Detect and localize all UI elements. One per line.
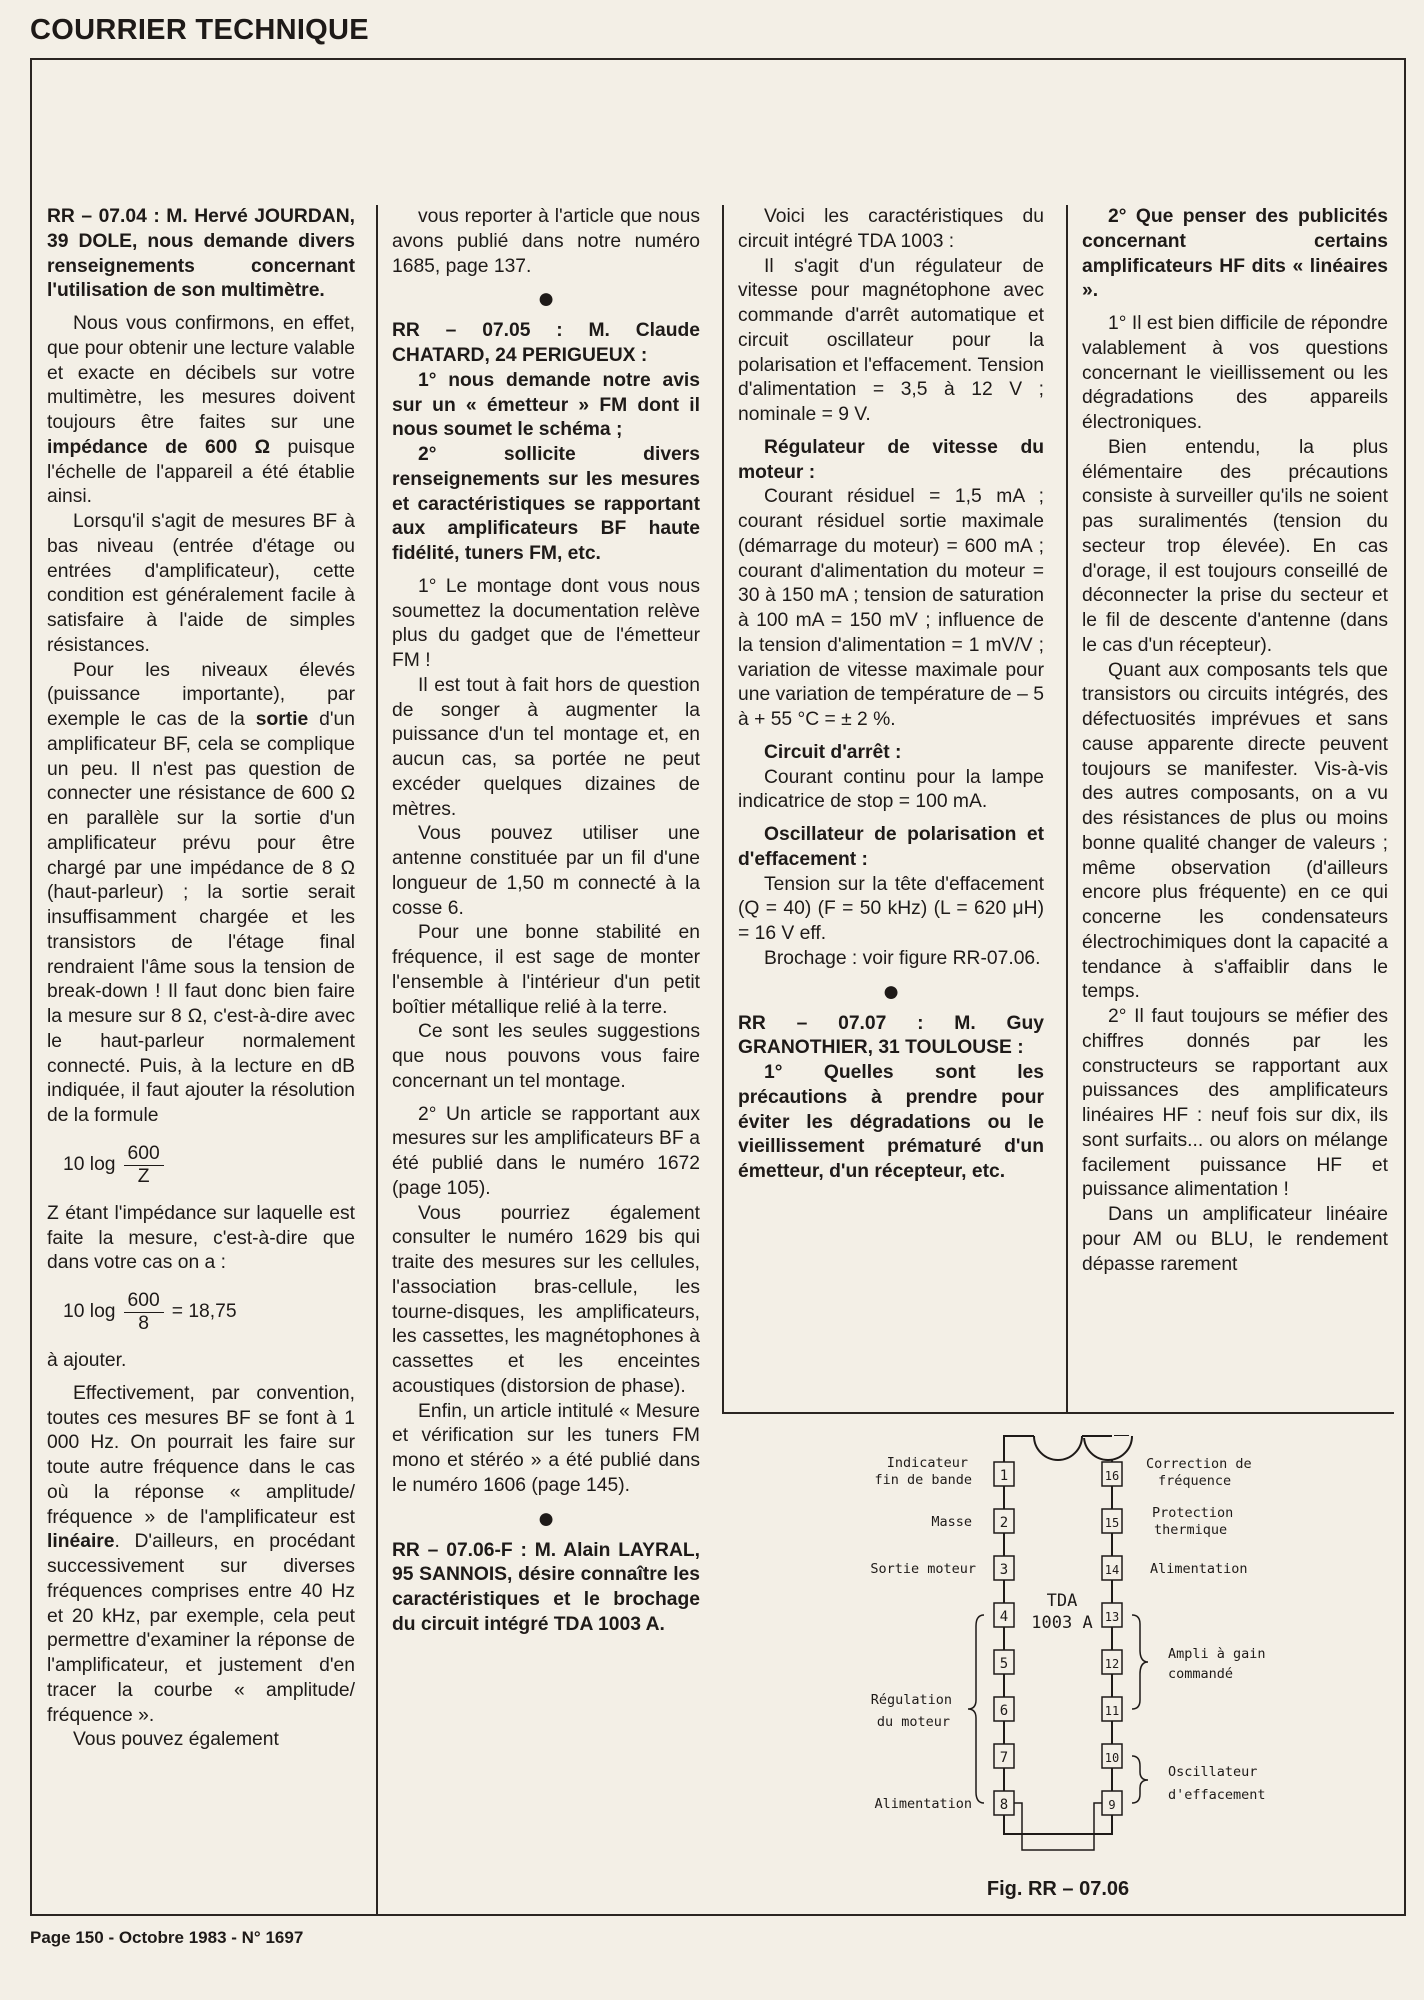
column-separator [376, 205, 378, 1916]
pin-number: 12 [1104, 1657, 1120, 1671]
letter-heading-07-05: RR – 07.05 : M. Claude CHATARD, 24 PERIGUEUX : [392, 320, 700, 366]
pin-number: 5 [999, 1656, 1009, 1672]
column-1 [47, 205, 355, 1753]
question: 1° nous demande notre avis sur un « émetteur » FM dont il nous soumet le schéma ; [392, 369, 700, 441]
right-brace-osc [1132, 1756, 1148, 1803]
paragraph: Effectivement, par convention, toutes ces mesures BF se font à 1 000 Hz. On pourrait les faire sur toute autre fréquence dans le cas où la réponse « amplitude/ fréquence » de l'amplificateur est linéaire. D'ailleurs, en procédant successivement sur diverses fréquences comprises entre 40 Hz et 20 kHz, par exemple, cela peut permettre d'examiner la réponse de l'amplificateur, et justement d'en tracer la courbe « amplitude/ fréquence ». [47, 1382, 355, 1726]
paragraph: Vous pourriez également consulter le numéro 1629 bis qui traite des mesures sur les cellules, l'association bras-cellule, les tourne-disques, les amplificateurs, les cassettes, les magnétophones à cassettes et les enceintes acoustiques (distorsion de phase). [392, 1202, 700, 1397]
subheading: Circuit d'arrêt : [764, 741, 902, 763]
question: 2° sollicite divers renseignements sur les mesures et caractéristiques se rapportant aux amplificateurs BF haute fidélité, tuners FM, etc. [392, 444, 700, 564]
label-ampli-gain: Ampli à gain [1168, 1646, 1266, 1662]
paragraph: Bien entendu, la plus élémentaire des précautions consiste à surveiller qu'ils ne soient pas suralimentés (tension du secteur trop élevée). En cas d'orage, il est toujours conseillé de déconnecter la prise du secteur et le fil de descente d'antenne (dans le cas d'un récepteur). [1082, 436, 1388, 656]
paragraph: Vous pouvez utiliser une antenne constituée par un fil d'une longueur de 1,50 m connecté à la cosse 6. [392, 823, 700, 919]
label-indicateur: Indicateur [886, 1455, 968, 1471]
label-alimentation-left: Alimentation [874, 1796, 972, 1812]
letter-heading-07-06: RR – 07.06-F : M. Alain LAYRAL, 95 SANNOIS, désire connaître les caractéristiques et le brochage du circuit intégré TDA 1003 A. [392, 1539, 700, 1635]
pin-number: 16 [1104, 1469, 1120, 1483]
paragraph: Nous vous confirmons, en effet, que pour obtenir une lecture valable et exacte en décibels sur votre multimètre, les mesures doivent toujours être faites sur une impédance de 600 Ω puisque l'échelle de l'appareil a été établie ainsi. [47, 313, 355, 508]
chip-notch [1084, 1436, 1132, 1460]
paragraph: Z étant l'impédance sur laquelle est faite la mesure, c'est-à-dire que dans votre cas on a : [47, 1202, 355, 1274]
label-sortie-moteur: Sortie moteur [870, 1561, 976, 1577]
label-commande: commandé [1168, 1666, 1234, 1682]
paragraph: à ajouter. [47, 1350, 127, 1371]
paragraph: Quant aux composants tels que transistors ou circuits intégrés, des défectuosités imprévues et sans cause apparente directe peuvent toujours se manifester. Vis-à-vis des autres composants, on a vu des résistances de plus ou moins bonne qualité changer de valeurs ; même observation (d'ailleurs encore plus fréquente) en ce qui concerne les condensateurs électrochimiques dont la capacité a tendance à s'affaiblir dans le temps. [1082, 659, 1388, 1003]
paragraph: Il est tout à fait hors de question de songer à augmenter la puissance d'un tel montage et, en aucun cas, sa portée ne peut excéder quelques dizaines de mètres. [392, 674, 700, 820]
right-brace-ampli [1132, 1615, 1148, 1709]
label-thermique: thermique [1154, 1522, 1228, 1538]
subheading: Oscillateur de polarisation et d'effacement : [738, 824, 1044, 870]
paragraph: Lorsqu'il s'agit de mesures BF à bas niveau (entrée d'étage ou entrées d'amplificateur), cette condition est généralement facile à satisfaire à l'aide de simples résistances. [47, 511, 355, 656]
pin-number: 8 [999, 1797, 1009, 1813]
pin-number: 2 [999, 1515, 1009, 1531]
paragraph: vous reporter à l'article que nous avons publié dans notre numéro 1685, page 137. [392, 206, 700, 277]
pin-number: 9 [1108, 1798, 1116, 1812]
column-separator [722, 205, 724, 1412]
pin-number: 1 [999, 1468, 1009, 1484]
label-du-moteur: du moteur [876, 1714, 950, 1730]
pin-number: 10 [1104, 1751, 1120, 1765]
chip-label: TDA [1046, 1591, 1078, 1611]
label-oscillateur: Oscillateur [1168, 1764, 1258, 1780]
label-regulation: Régulation [870, 1692, 952, 1708]
bullet-separator: ● [536, 282, 556, 316]
question: 1° Quelles sont les précautions à prendre pour éviter les dégradations ou le vieillissement prématuré d'un émetteur, d'un récepteur, etc. [738, 1062, 1044, 1182]
column-separator [1066, 205, 1068, 1412]
tda1003a-pinout-diagram [722, 1414, 1394, 1874]
paragraph: Il s'agit d'un régulateur de vitesse pour magnétophone avec commande d'arrêt automatique et circuit oscillateur pour la polarisation et l'effacement. Tension d'alimentation = 3,5 à 12 V ; nominale = 9 V. [738, 255, 1044, 425]
paragraph: Courant continu pour la lampe indicatrice de stop = 100 mA. [738, 766, 1044, 813]
bullet-separator: ● [536, 1501, 556, 1535]
paragraph: Vous pouvez également [73, 1729, 279, 1751]
formula-log-z: 10 log $\frac{600}{Z}$ [63, 1143, 355, 1188]
pin-number: 11 [1104, 1704, 1120, 1718]
column-2 [392, 205, 700, 1638]
paragraph: Enfin, un article intitulé « Mesure et vérification sur les tuners FM mono et stéréo » a été publié dans le numéro 1606 (page 145). [392, 1400, 700, 1496]
subheading: Régulateur de vitesse du moteur : [738, 436, 1044, 483]
section-header: COURRIER TECHNIQUE [30, 14, 369, 46]
column-4 [1082, 205, 1388, 1277]
pin-number: 13 [1104, 1610, 1120, 1624]
label-frequence: fréquence [1158, 1473, 1232, 1489]
paragraph: 1° Il est bien difficile de répondre valablement à vos questions concernant le vieillissement ou les dégradations des appareils électroniques. [1082, 313, 1388, 433]
paragraph: Brochage : voir figure RR-07.06. [764, 947, 1041, 969]
label-correction: Correction de [1146, 1456, 1252, 1472]
chip-label: 1003 A [1031, 1613, 1093, 1633]
left-brace [968, 1615, 984, 1803]
paragraph: Courant résiduel = 1,5 mA ; courant résiduel sortie maximale (démarrage du moteur) = 600 mA ; courant d'alimentation du moteur = 30 à 150 mA ; tension de saturation à 100 mA = 150 mV ; influence de la tension d'alimentation = 1 mV/V ; variation de vitesse maximale pour une variation de température de – 5 à + 55 °C = ± 2 %. [738, 486, 1044, 730]
bullet-separator: ● [881, 974, 901, 1008]
figure-box [722, 1412, 1394, 1918]
paragraph: Pour les niveaux élevés (puissance importante), par exemple le cas de la sortie d'un amplificateur BF, cela se complique un peu. Il n'est pas question de connecter une résistance de 600 Ω en parallèle sur la sortie d'un amplificateur prévu pour être chargé par une impédance de 8 Ω (haut-parleur) ; la sortie serait insuffisamment chargée et les transistors de l'étage final rendraient l'âme sous la tension de break-down ! Il faut donc bien faire la mesure sur 8 Ω, c'est-à-dire avec le haut-parleur normalement connecté. Puis, à la lecture en dB indiquée, il faut ajouter la résolution de la formule [47, 659, 355, 1126]
label-fin-de-bande: fin de bande [874, 1472, 972, 1488]
paragraph: 1° Le montage dont vous nous soumettez la documentation relève plus du gadget que de l'émetteur FM ! [392, 575, 700, 671]
label-masse: Masse [931, 1514, 972, 1530]
label-protection: Protection [1152, 1505, 1234, 1521]
chip-body [1004, 1436, 1112, 1834]
pin-number: 6 [999, 1703, 1009, 1719]
letter-heading-07-04: RR – 07.04 : M. Hervé JOURDAN, 39 DOLE, nous demande divers renseignements concernant l'utilisation de son multimètre. [47, 206, 355, 302]
pin-number: 15 [1104, 1516, 1120, 1530]
figure-caption: Fig. RR – 07.06 [986, 1878, 1130, 1900]
pin-number: 4 [999, 1609, 1009, 1625]
column-3 [738, 205, 1044, 1185]
pin-number: 3 [999, 1562, 1009, 1578]
paragraph: Voici les caractéristiques du circuit intégré TDA 1003 : [738, 206, 1044, 252]
pin8-to-pin9-wire [1014, 1803, 1102, 1850]
page-footer: Page 150 - Octobre 1983 - N° 1697 [30, 1928, 304, 1947]
label-alimentation-right: Alimentation [1150, 1561, 1248, 1577]
paragraph: Ce sont les seules suggestions que nous pouvons vous faire concernant un tel montage. [392, 1021, 700, 1092]
letter-heading-07-07: RR – 07.07 : M. Guy GRANOTHIER, 31 TOULOUSE : [738, 1012, 1044, 1059]
paragraph: 2° Un article se rapportant aux mesures sur les amplificateurs BF a été publié dans le numéro 1672 (page 105). [392, 1103, 700, 1199]
paragraph: Dans un amplificateur linéaire pour AM ou BLU, le rendement dépasse rarement [1082, 1204, 1388, 1275]
formula-log-8: 10 log $\frac{600}{8}$ = 18,75 [63, 1290, 237, 1334]
paragraph: Tension sur la tête d'effacement (Q = 40) (F = 50 kHz) (L = 620 μH) = 16 V eff. [738, 873, 1044, 944]
pin-number: 14 [1104, 1563, 1120, 1577]
paragraph: Pour une bonne stabilité en fréquence, il est sage de monter l'ensemble à l'intérieur d'un petit boîtier métallique relié à la terre. [392, 922, 700, 1018]
pin-number: 7 [999, 1750, 1009, 1766]
paragraph: 2° Il faut toujours se méfier des chiffres donnés par les constructeurs se rapportant aux puissances des amplificateurs linéaires HF : neuf fois sur dix, ils sont surfaits... ou alors on mélange facilement puissance HF et puissance alimentation ! [1082, 1006, 1388, 1201]
question: 2° Que penser des publicités concernant certains amplificateurs HF dits « linéaires ». [1082, 206, 1388, 302]
label-effacement: d'effacement [1168, 1787, 1266, 1803]
